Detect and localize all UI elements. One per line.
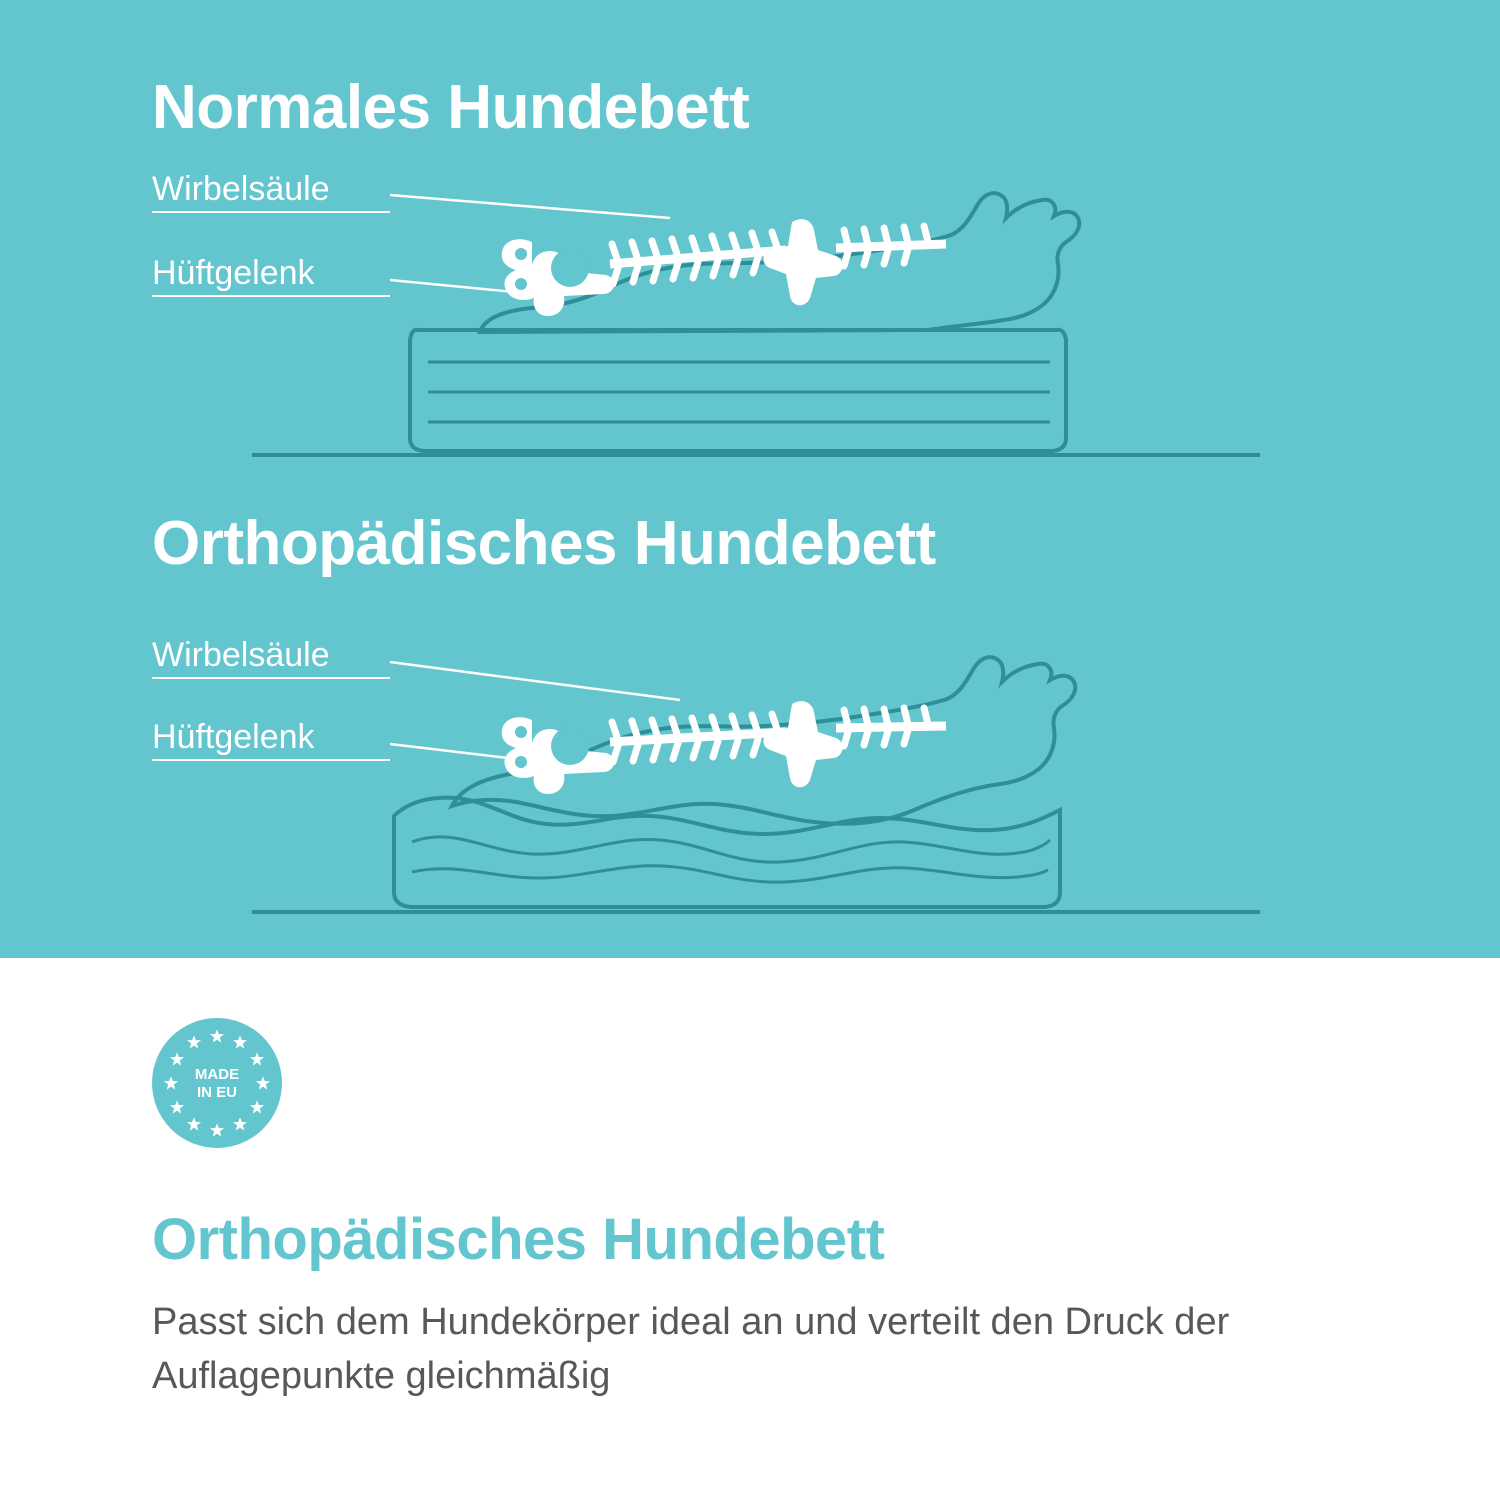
normal-mattress [410, 330, 1066, 451]
product-title: Orthopädisches Hundebett [152, 1207, 885, 1272]
product-panel [0, 958, 1500, 1500]
orthopedic-hip-label: Hüftgelenk [152, 718, 390, 761]
orthopedic-bed-title: Orthopädisches Hundebett [152, 509, 936, 578]
badge-line2: IN EU [196, 1084, 238, 1101]
product-description: Passt sich dem Hundekörper ideal an und verteilt den Druck der Auflagepunkte gleichmäßig [152, 1301, 1230, 1397]
orthopedic-bed-diagram [180, 620, 1300, 940]
normal-spine-label: Wirbelsäule [152, 170, 390, 213]
normal-bed-diagram [180, 150, 1300, 490]
normal-hip-label: Hüftgelenk [152, 254, 390, 297]
orthopedic-spine-label: Wirbelsäule [152, 636, 390, 679]
badge-line1: MADE [194, 1066, 240, 1083]
orthopedic-mattress [394, 798, 1060, 907]
normal-bed-title: Normales Hundebett [152, 73, 750, 142]
made-in-eu-badge [152, 1018, 282, 1148]
